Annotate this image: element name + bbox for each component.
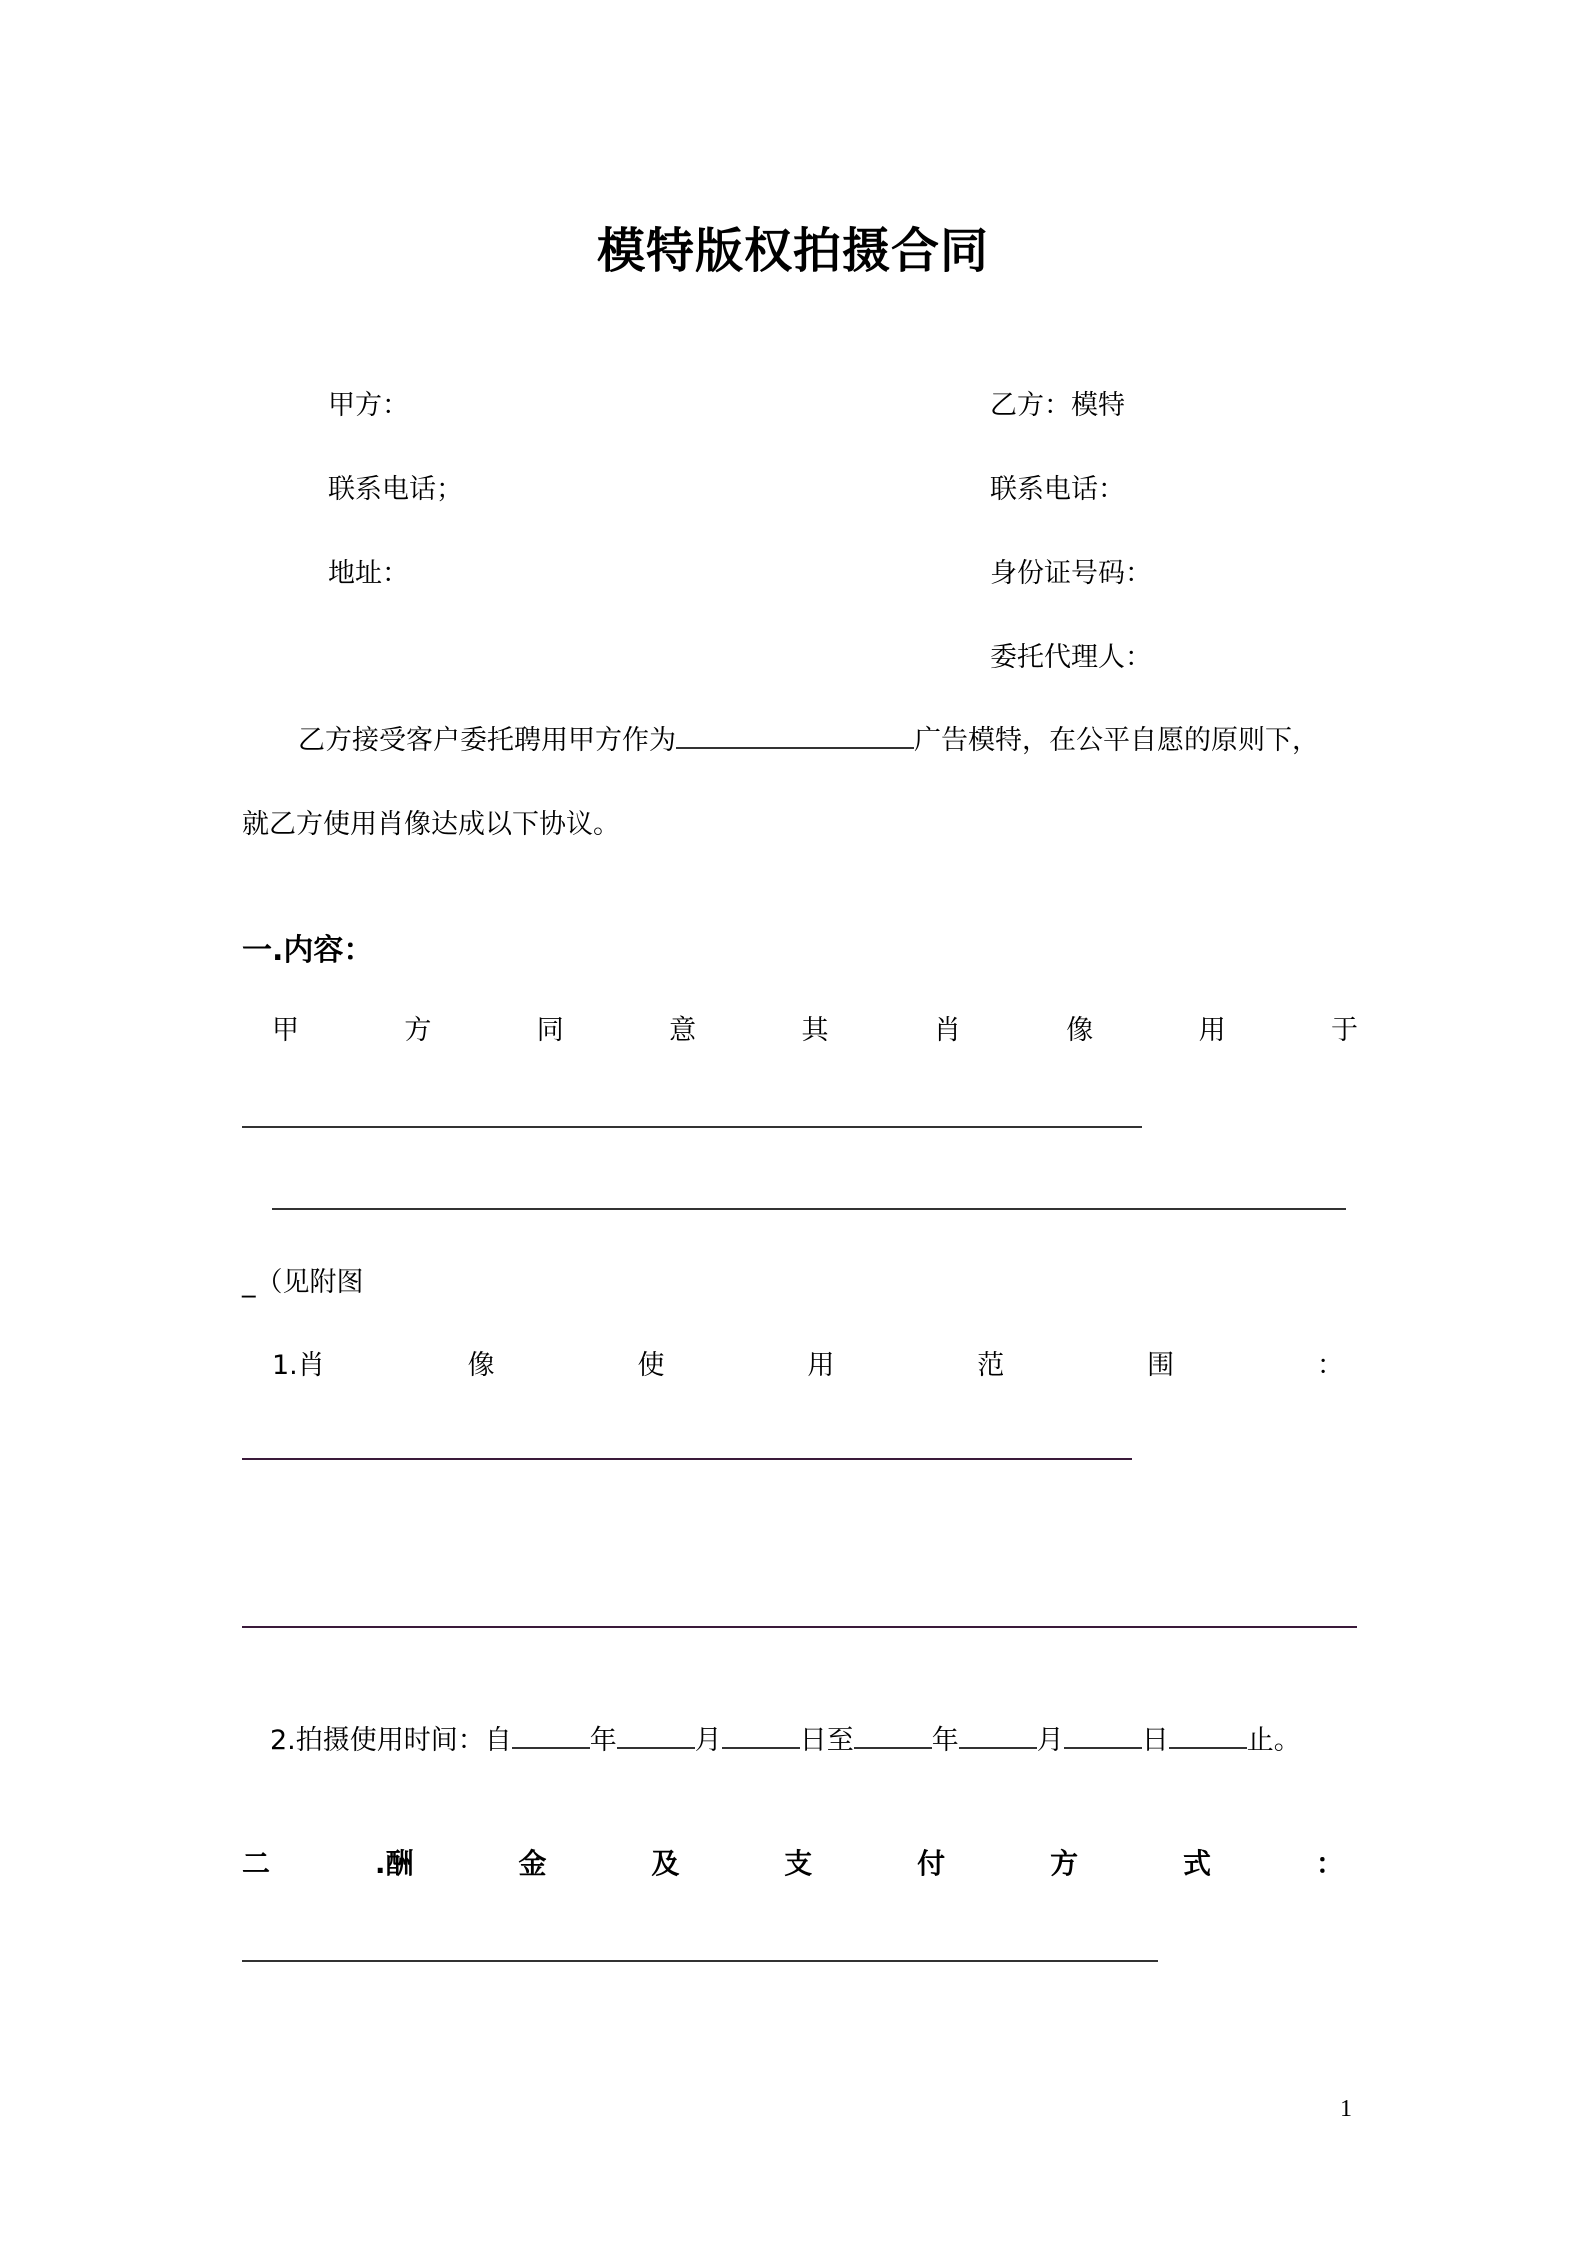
heading-char: 支 xyxy=(784,1847,813,1880)
party-b-phone-label: 联系电话： xyxy=(990,474,1125,505)
agree-char: 于 xyxy=(1331,1015,1358,1046)
agreement-line xyxy=(272,1008,1358,1047)
scope-char: 围 xyxy=(1147,1350,1175,1381)
month-blank xyxy=(959,1725,1037,1749)
time-part: 月 xyxy=(694,1725,722,1756)
party-a-phone-label: 联系电话； xyxy=(328,474,463,505)
agree-char: 同 xyxy=(536,1015,564,1046)
see-attached-note: _（见附图 xyxy=(242,1267,364,1298)
time-part: 日至 xyxy=(799,1725,854,1756)
agree-char: 方 xyxy=(404,1015,432,1046)
time-part: 月 xyxy=(1036,1725,1064,1756)
year-blank xyxy=(854,1725,932,1749)
heading-char: 式 xyxy=(1182,1847,1211,1880)
model-type-blank xyxy=(676,725,914,749)
agree-char: 其 xyxy=(801,1015,829,1046)
payment-blank-line xyxy=(242,1960,1158,1962)
heading-char: 二 xyxy=(242,1847,271,1880)
day-blank xyxy=(722,1725,800,1749)
heading-char: 付 xyxy=(917,1847,946,1880)
scope-char: 范 xyxy=(977,1350,1005,1381)
intro-text-after: 广告模特，在公平自愿的原则下， xyxy=(914,725,1319,756)
party-a-address-label: 地址： xyxy=(328,558,409,589)
section-1-heading: 一.内容： xyxy=(242,933,374,968)
heading-char: 金 xyxy=(518,1847,547,1880)
usage-blank-line-2 xyxy=(272,1208,1346,1210)
intro-line-2: 就乙方使用肖像达成以下协议。 xyxy=(242,809,620,840)
scope-char: 使 xyxy=(637,1350,665,1381)
section-2-heading xyxy=(242,1842,1344,1882)
document-title: 模特版权拍摄合同 xyxy=(596,223,989,279)
month-blank xyxy=(617,1725,695,1749)
time-part: 年 xyxy=(931,1725,959,1756)
agree-char: 肖 xyxy=(933,1015,961,1046)
time-part: 年 xyxy=(589,1725,617,1756)
time-part: 止。 xyxy=(1246,1725,1301,1756)
year-blank xyxy=(512,1725,590,1749)
page-number: 1 xyxy=(1340,2096,1352,2122)
scope-char: 像 xyxy=(467,1350,495,1381)
heading-char: .酬 xyxy=(374,1847,414,1880)
party-b-id-label: 身份证号码： xyxy=(990,558,1152,589)
scope-char: ： xyxy=(1316,1350,1344,1381)
time-part: 日 xyxy=(1141,1725,1169,1756)
day-blank xyxy=(1064,1725,1142,1749)
shooting-time-line xyxy=(270,1718,1301,1757)
extra-blank xyxy=(1169,1725,1247,1749)
heading-char: 方 xyxy=(1050,1847,1079,1880)
heading-char: ： xyxy=(1315,1847,1344,1880)
scope-blank-line-2 xyxy=(242,1626,1357,1628)
agree-char: 意 xyxy=(669,1015,697,1046)
party-b-agent-label: 委托代理人： xyxy=(990,642,1152,673)
heading-char: 及 xyxy=(651,1847,680,1880)
intro-line-1 xyxy=(298,718,1319,757)
agree-char: 像 xyxy=(1066,1015,1094,1046)
usage-scope-line xyxy=(272,1343,1344,1382)
intro-text-before: 乙方接受客户委托聘用甲方作为 xyxy=(298,725,676,756)
scope-char: 用 xyxy=(807,1350,835,1381)
agree-char: 用 xyxy=(1198,1015,1226,1046)
scope-char: 1.肖 xyxy=(272,1350,325,1381)
party-b-label: 乙方：模特 xyxy=(990,390,1125,421)
agree-char: 甲 xyxy=(272,1015,299,1046)
time-prefix: 2.拍摄使用时间：自 xyxy=(270,1725,512,1756)
usage-blank-line-1 xyxy=(242,1126,1142,1128)
party-a-label: 甲方： xyxy=(328,390,409,421)
scope-blank-line-1 xyxy=(242,1458,1132,1460)
